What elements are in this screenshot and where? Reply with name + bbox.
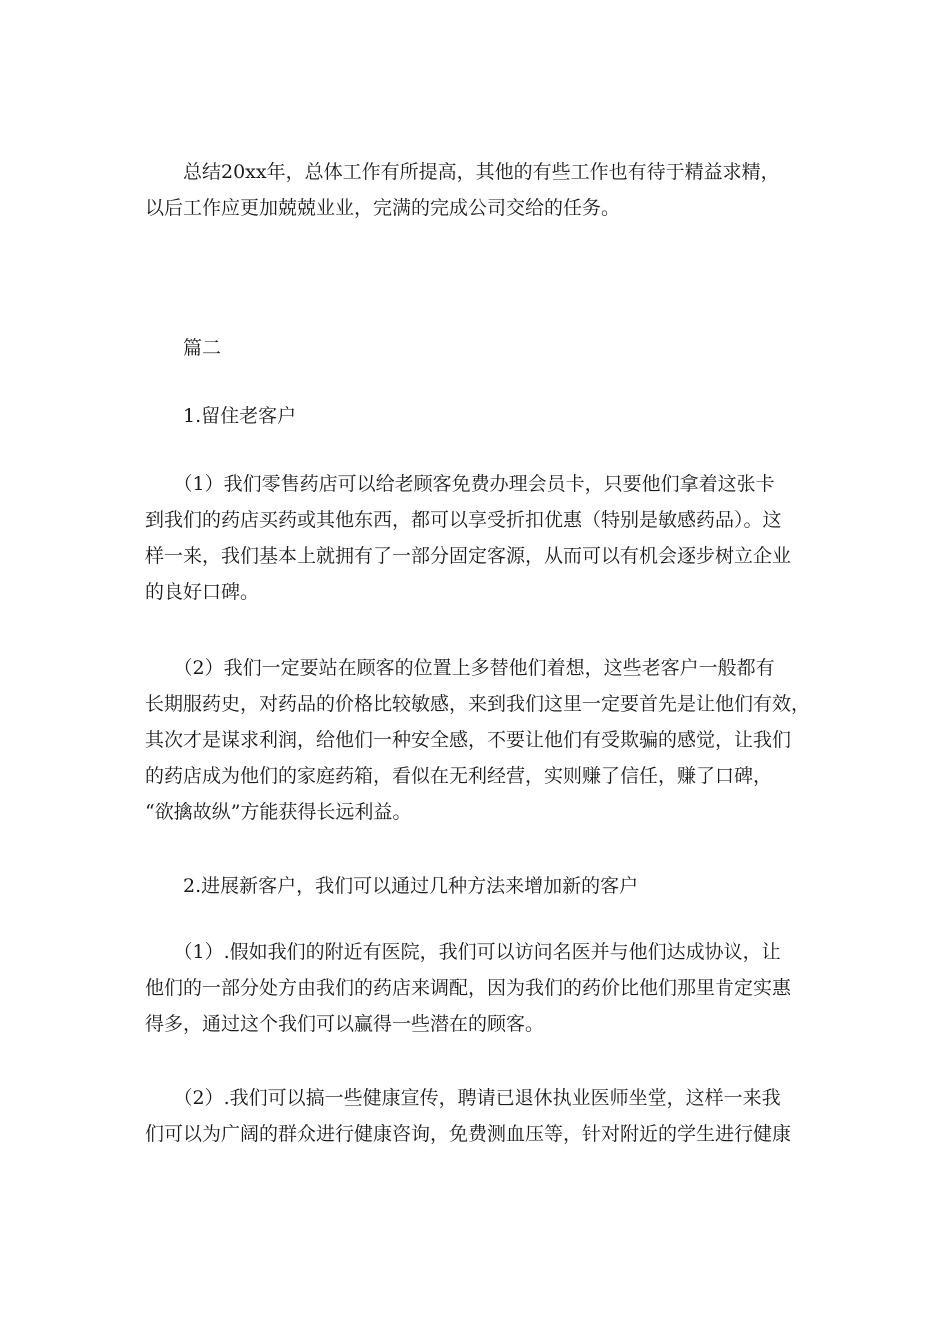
- text-line: 1.留住老客户: [145, 405, 297, 427]
- text-line: 样一来，我们基本上就拥有了一部分固定客源，从而可以有机会逐步树立企业: [145, 545, 792, 567]
- text-line: 到我们的药店买药或其他东西，都可以享受折扣优惠（特别是敏感药品）。这: [145, 509, 782, 531]
- text-line: （1）.假如我们的附近有医院，我们可以访问名医并与他们达成协议，让: [145, 941, 781, 963]
- text-line: （2）我们一定要站在顾客的位置上多替他们着想，这些老客户一般都有: [145, 657, 775, 679]
- paragraph-hospital-cooperation: [145, 934, 805, 1042]
- heading-retain-customers: [145, 398, 805, 434]
- text-line: 他们的一部分处方由我们的药店来调配，因为我们的药价比他们那里肯定实惠: [145, 977, 792, 999]
- text-line: 的药店成为他们的家庭药箱，看似在无利经营，实则赚了信任，赚了口碑，: [145, 765, 773, 787]
- text-line: 的良好口碑。: [145, 581, 260, 603]
- section-title: [145, 330, 805, 366]
- paragraph-health-promotion: [145, 1080, 805, 1152]
- paragraph-membership-card: [145, 466, 805, 610]
- summary-paragraph: [145, 154, 805, 226]
- text-line: （2）.我们可以搞一些健康宣传，聘请已退休执业医师坐堂，这样一来我: [145, 1087, 781, 1109]
- text-line: 们可以为广阔的群众进行健康咨询，免费测血压等，针对附近的学生进行健康: [145, 1123, 792, 1145]
- text-line: 以后工作应更加兢兢业业，完满的完成公司交给的任务。: [145, 197, 621, 219]
- text-line: 长期服药史，对药品的价格比较敏感，来到我们这里一定要首先是让他们有效，: [145, 693, 811, 715]
- text-line: （1）我们零售药店可以给老顾客免费办理会员卡，只要他们拿着这张卡: [145, 473, 775, 495]
- text-line: 篇二: [145, 337, 222, 359]
- paragraph-customer-care: [145, 650, 811, 830]
- text-line: 2.进展新客户，我们可以通过几种方法来增加新的客户: [145, 875, 639, 897]
- text-line: 得多，通过这个我们可以赢得一些潜在的顾客。: [145, 1013, 545, 1035]
- text-line: “欲擒故纵”方能获得长远利益。: [145, 801, 412, 823]
- text-line: 其次才是谋求利润，给他们一种安全感，不要让他们有受欺骗的感觉，让我们: [145, 729, 792, 751]
- heading-new-customers: [145, 868, 805, 904]
- text-line: 总结20xx年，总体工作有所提高，其他的有些工作也有待于精益求精，: [145, 161, 780, 183]
